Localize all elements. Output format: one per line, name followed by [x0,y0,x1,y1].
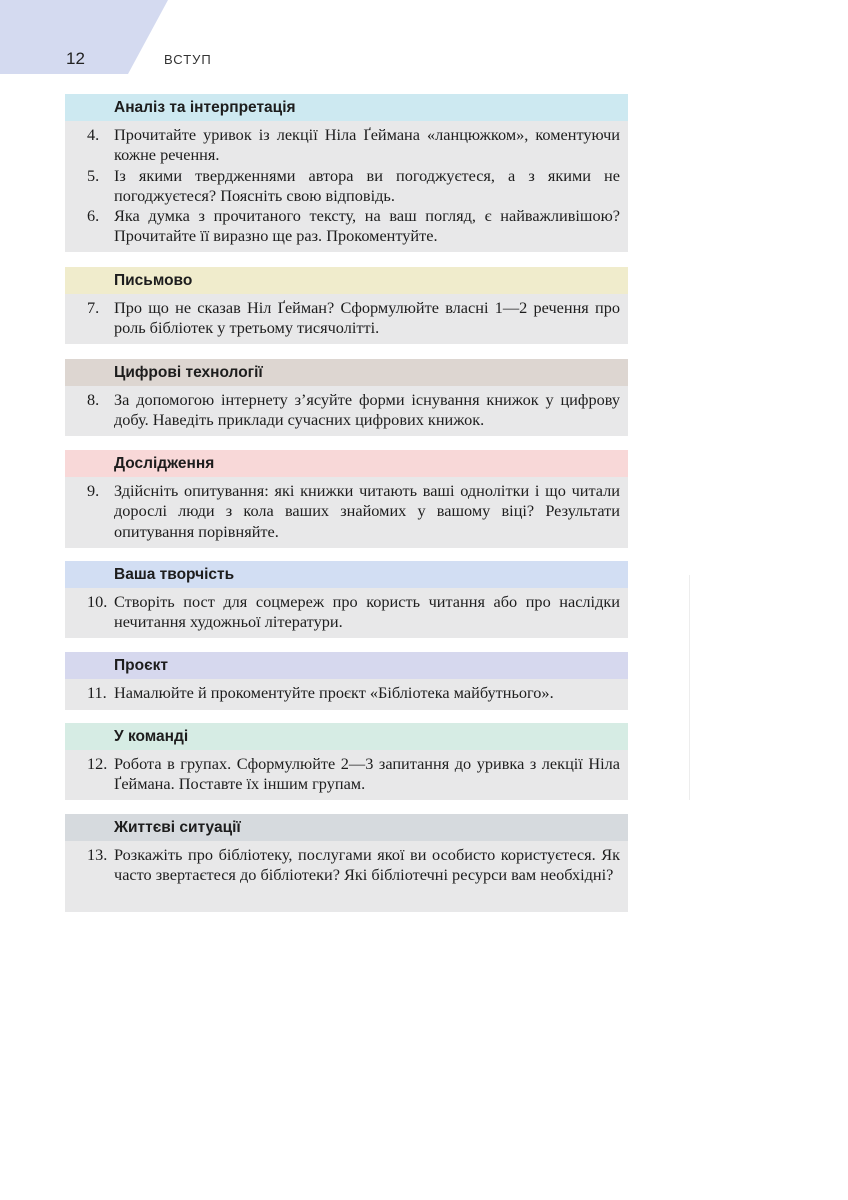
section-body [65,679,628,709]
section-research [65,450,628,548]
section-teamwork [65,723,628,800]
section-body [65,121,628,253]
task-number: 8. [87,390,100,409]
section-analysis [65,94,628,252]
task-text: За допомогою інтернету з’ясуйте форми існування книжок у цифрову добу. Наведіть приклади сучасних цифрових книжок. [114,390,620,430]
task-number: 9. [87,481,100,500]
task-item [65,206,620,247]
task-number: 13. [87,845,108,864]
task-item [65,298,620,339]
task-text: Робота в групах. Сформулюйте 2—3 запитання до уривка з лекції Ніла Ґеймана. Поставте їх іншим групам. [114,754,620,794]
section-creativity [65,561,628,638]
section-title: Життєві ситуації [114,819,241,836]
section-writing [65,267,628,344]
task-text: Здійсніть опитування: які книжки читають ваші однолітки і що читали дорослі люди з кола ваших знайомих у вашому віці? Результати опитування порівняйте. [114,481,620,541]
task-text: Намалюйте й прокоментуйте проєкт «Бібліотека майбутнього». [114,683,554,702]
running-title: ВСТУП [164,52,212,67]
section-title: Дослідження [114,455,215,472]
task-text: Із якими твердженнями автора ви погоджуєтеся, а з якими не погоджуєтеся? Поясніть свою відповідь. [114,165,620,205]
task-text: Прочитайте уривок із лекції Ніла Ґеймана «ланцюжком», коментуючи кожне речення. [114,125,620,165]
section-title: Аналіз та інтерпретація [114,99,296,116]
section-project [65,652,628,710]
section-title: Ваша творчість [114,566,235,583]
page-number: 12 [66,49,85,68]
task-item [65,390,620,431]
margin-rule [689,575,690,800]
task-number: 12. [87,754,108,773]
section-header [65,723,628,750]
task-number: 10. [87,592,108,611]
page-corner-decoration [0,0,170,74]
task-item [65,592,620,633]
task-text: Про що не сказав Ніл Ґейман? Сформулюйте власні 1—2 речення про роль бібліотек у третьому тисячолітті. [114,298,620,338]
task-number: 11. [87,683,107,702]
task-number: 5. [87,165,100,185]
section-header [65,450,628,477]
section-body [65,588,628,639]
task-number: 6. [87,206,100,226]
task-number: 4. [87,125,100,144]
task-text: Яка думка з прочитаного тексту, на ваш погляд, є найважливішою? Прочитайте її виразно ще раз. Прокоментуйте. [114,206,620,246]
section-life-situations [65,814,628,912]
task-text: Розкажіть про бібліотеку, послугами якої ви особисто користуєтеся. Як часто звертаєтеся до бібліотеки? Які бібліотечні ресурси вам необхідні? [114,845,620,885]
task-item [65,481,620,542]
section-title: У команді [114,728,189,745]
section-header [65,652,628,679]
section-title: Письмово [114,272,193,289]
section-body [65,294,628,345]
section-body [65,477,628,548]
section-title: Проєкт [114,657,168,674]
section-body [65,841,628,892]
section-title: Цифрові технології [114,364,263,381]
section-header [65,561,628,588]
section-body [65,750,628,801]
task-text: Створіть пост для соцмереж про користь читання або про наслідки нечитання художньої літератури. [114,592,620,632]
section-body [65,386,628,437]
section-header [65,267,628,294]
task-item [65,125,620,166]
task-item [65,683,620,703]
section-header [65,359,628,386]
task-item [65,754,620,795]
section-digital [65,359,628,436]
section-header [65,814,628,841]
task-number: 7. [87,298,100,317]
task-item [65,166,620,207]
task-item [65,845,620,886]
section-header [65,94,628,121]
